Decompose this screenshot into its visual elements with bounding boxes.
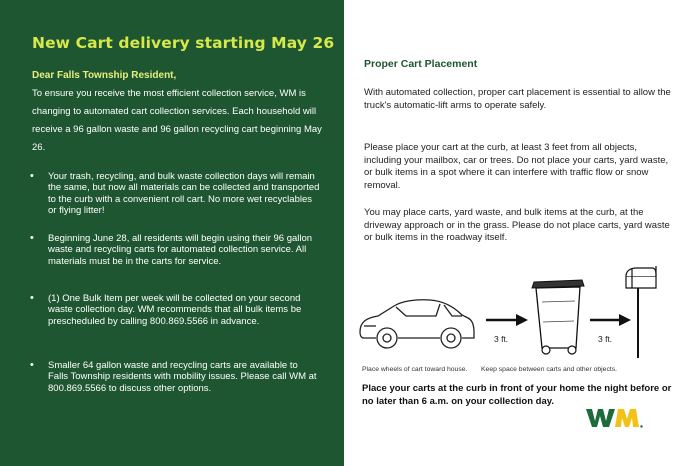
caption-wheels: Place wheels of cart toward house.: [362, 366, 468, 373]
paragraph-where: You may place carts, yard waste, and bulk items at the curb, at the driveway approach or in the grass. Please do not place carts, yard waste or bulk items in the roadway itself.: [364, 207, 670, 244]
cart-icon: [532, 280, 584, 354]
cart-placement-illustration: [356, 262, 686, 362]
bullet-collection-days: • Your trash, recycling, and bulk waste collection days will remain the same, but now all materials can be collected and transported to the curb with a convenient roll cart. No more wet recyclables or flying litter!: [30, 171, 320, 217]
right-panel: [344, 0, 689, 466]
headline: New Cart delivery starting May 26: [32, 34, 335, 52]
distance-label-left: 3 ft.: [494, 334, 509, 344]
bullet-june-28: • Beginning June 28, all residents will begin using their 96 gallon waste and recycling carts for automated collection service. All materials must be in the carts for service.: [30, 233, 320, 267]
distance-label-right: 3 ft.: [598, 334, 613, 344]
left-panel: [0, 0, 344, 466]
car-icon: [360, 300, 474, 348]
section-title: Proper Cart Placement: [364, 58, 478, 70]
paragraph-placement: Please place your cart at the curb, at least 3 feet from all objects, including your mailbox, car or trees. Do not place your carts, yard waste, or bulk items in a spot where it can interfere with traffic flow or snow removal.: [364, 142, 669, 191]
wm-logo: [584, 405, 644, 431]
bullet-bulk-item: • (1) One Bulk Item per week will be collected on your second waste collection day. WM recommends that all bulk items be prescheduled by calling 800.869.5566 in advance.: [30, 293, 320, 327]
intro-paragraph: To ensure you receive the most efficient collection service, WM is changing to automated cart collection services. Each household will receive a 96 gallon waste and 96 gallon recycling cart beginning May 26.: [32, 88, 322, 153]
paragraph-automated: With automated collection, proper cart placement is essential to allow the truck's automatic-lift arms to operate safely.: [364, 87, 671, 111]
arrow-icon: [486, 314, 528, 326]
greeting: Dear Falls Township Resident,: [32, 70, 177, 81]
arrow-icon: [590, 314, 631, 326]
mailbox-icon: [626, 266, 656, 358]
bullet-smaller-carts: • Smaller 64 gallon waste and recycling carts are available to Falls Township residents with mobility issues. Please call WM at 800.869.5566 to discuss other options.: [30, 360, 320, 394]
caption-spacing: Keep space between carts and other objects.: [481, 366, 618, 373]
final-instruction: Place your carts at the curb in front of your home the night before or no later than 6 a.m. on your collection day.: [362, 383, 672, 407]
